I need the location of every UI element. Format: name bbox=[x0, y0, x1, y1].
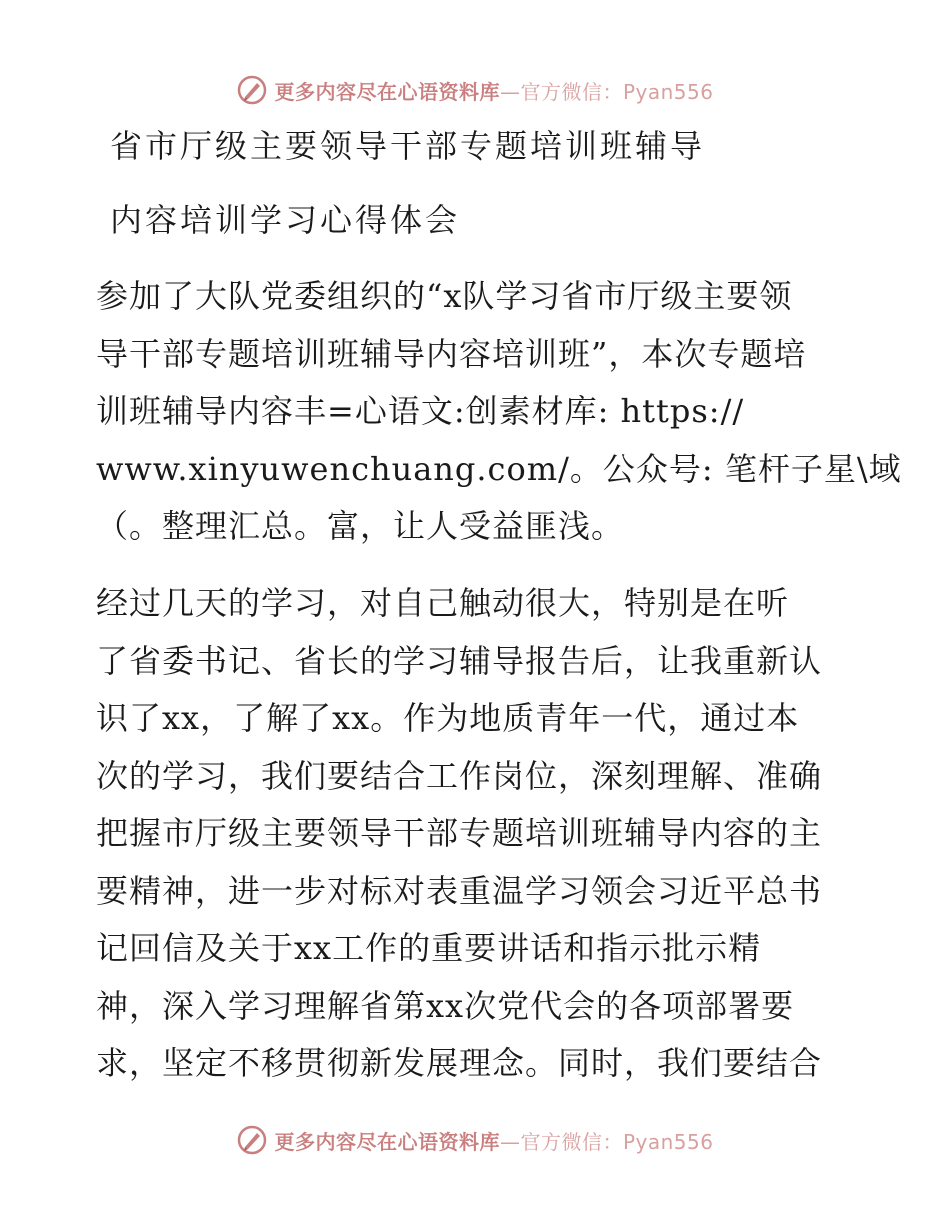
banner-rest-text: —官方微信：Pyan556 bbox=[499, 79, 714, 104]
paragraph-2 bbox=[96, 575, 856, 1093]
text-line: 训班辅导内容丰=心语文:创素材库: https:// bbox=[96, 392, 745, 430]
banner-text bbox=[274, 1126, 713, 1155]
text-line: www.xinyuwenchuang.com/。公众号: 笔杆子星\域 bbox=[96, 449, 902, 488]
text-line: 识了xx，了解了xx。作为地质青年一代，通过本 bbox=[96, 699, 800, 737]
document-title-line-1: 省市厅级主要领导干部专题培训班辅导 bbox=[110, 127, 706, 165]
text-line: 参加了大队党委组织的“x队学习省市厅级主要领 bbox=[96, 277, 793, 315]
text-line: 神，深入学习理解省第xx次党代会的各项部署要 bbox=[96, 986, 795, 1025]
banner-text bbox=[274, 76, 713, 105]
text-line: 把握市厅级主要领导干部专题培训班辅导内容的主 bbox=[96, 814, 823, 852]
paragraph-1 bbox=[96, 268, 902, 556]
banner-strong-text: 更多内容尽在心语资料库 bbox=[274, 79, 500, 104]
text-line: 记回信及关于xx工作的重要讲话和指示批示精 bbox=[96, 929, 762, 967]
pen-logo-icon bbox=[236, 74, 268, 106]
text-line: 导干部专题培训班辅导内容培训班”，本次专题培 bbox=[96, 334, 807, 373]
header-banner bbox=[0, 70, 950, 110]
footer-banner bbox=[0, 1120, 950, 1160]
text-line: 要精神，进一步对标对表重温学习领会习近平总书 bbox=[96, 871, 823, 910]
pen-logo-icon bbox=[236, 1124, 268, 1156]
text-line: （。整理汇总。富，让人受益匪浅。 bbox=[96, 507, 625, 545]
document-title-line-2: 内容培训学习心得体会 bbox=[110, 201, 461, 239]
text-line: 次的学习，我们要结合工作岗位，深刻理解、准确 bbox=[96, 756, 823, 795]
banner-strong-text: 更多内容尽在心语资料库 bbox=[274, 1129, 500, 1154]
text-line: 经过几天的学习，对自己触动很大，特别是在听 bbox=[96, 584, 790, 622]
text-line: 了省委书记、省长的学习辅导报告后，让我重新认 bbox=[96, 641, 823, 680]
text-line: 求，坚定不移贯彻新发展理念。同时，我们要结合 bbox=[96, 1044, 823, 1082]
banner-rest-text: —官方微信：Pyan556 bbox=[499, 1129, 714, 1154]
